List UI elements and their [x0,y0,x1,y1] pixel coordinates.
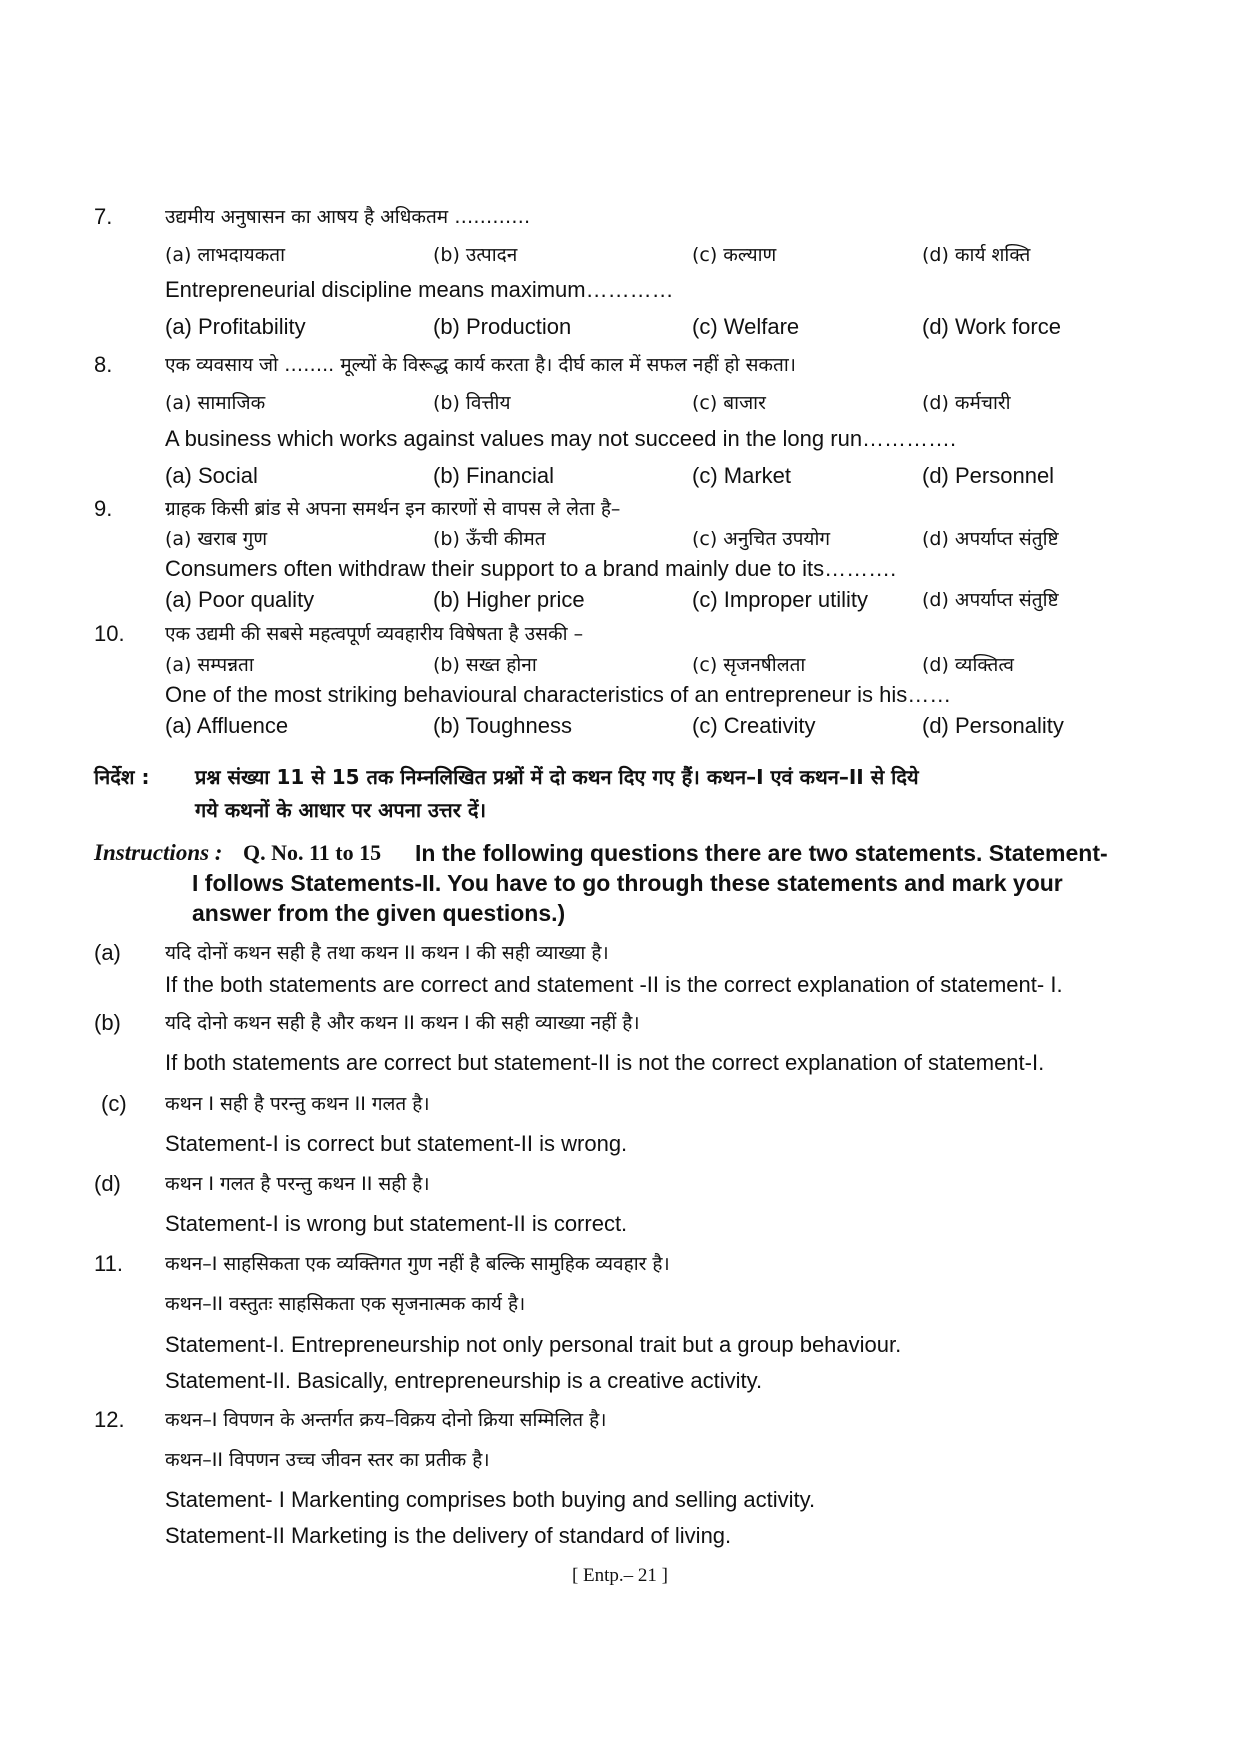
answer-hindi: कथन I सही है परन्तु कथन II गलत है। [165,1093,430,1115]
directions-hindi-line1: प्रश्न संख्या 11 से 15 तक निम्नलिखित प्रश्नों में दो कथन दिए गए हैं। कथन–I एवं कथन–II से दिये [195,765,919,789]
option-b: (b) Financial [433,463,555,488]
option-d: (d) कर्मचारी [922,392,1011,414]
answer-key-d-en [0,1209,1240,1243]
answer-english: Statement-I is correct but statement-II is wrong. [165,1131,628,1156]
question-hindi-stem: एक उद्यमी की सबसे महत्वपूर्ण व्यवहारीय विषेषता है उसकी – [165,623,584,645]
hindi-options-row [0,524,1240,558]
instructions-line2: I follows Statements-II. You have to go through these statements and mark your [192,870,1063,896]
english-options-row [0,585,1240,619]
option-d: (d) व्यक्तित्व [922,654,1014,676]
instructions-line1: In the following questions there are two statements. Statement- [415,840,1108,866]
option-b: (b) सख्त होना [433,654,537,676]
option-a: (a) लाभदायकता [165,244,286,266]
option-c: (c) Creativity [692,713,816,738]
answer-english: Statement-I is wrong but statement-II is correct. [165,1211,628,1236]
instructions-line3: answer from the given questions.) [192,900,566,926]
option-d: (d) कार्य शक्ति [922,244,1031,266]
directions-hindi [0,762,1240,796]
question-12-en1 [0,1485,1240,1519]
page-footer: [ Entp.– 21 ] [571,1565,669,1586]
instructions-label: Instructions : [94,840,223,865]
english-stem-row [0,554,1240,588]
question-12 [0,1405,1240,1439]
option-d: (d) Work force [922,314,1061,339]
question-12-en2 [0,1521,1240,1555]
statement-2-hindi: कथन–II विपणन उच्च जीवन स्तर का प्रतीक है। [165,1449,490,1471]
answer-label: (c) [101,1091,127,1116]
answer-english: If the both statements are correct and statement -II is the correct explanation of statement- I. [165,972,1063,997]
option-b: (b) Production [433,314,572,339]
statement-1-hindi: कथन–I विपणन के अन्तर्गत क्रय–विक्रय दोनो क्रिया सम्मिलित है। [165,1409,607,1431]
english-stem-row [0,275,1240,309]
option-d: (d) Personnel [922,463,1055,488]
option-a: (a) सामाजिक [165,392,266,414]
question-10 [0,619,1240,653]
option-b: (b) Toughness [433,713,573,738]
statement-2-english: Statement-II Marketing is the delivery of standard of living. [165,1523,732,1548]
question-12-s2 [0,1445,1240,1479]
statement-1-hindi: कथन–I साहसिकता एक व्यक्तिगत गुण नहीं है बल्कि सामुहिक व्यवहार है। [165,1253,670,1275]
hindi-options-row [0,650,1240,684]
english-options-row [0,312,1240,346]
option-a: (a) सम्पन्नता [165,654,254,676]
option-c: (c) Market [692,463,791,488]
answer-key-d [0,1169,1240,1203]
question-english-stem: A business which works against values may not succeed in the long run…………. [165,426,957,451]
question-number: 9. [94,496,113,521]
answer-hindi: यदि दोनो कथन सही है और कथन II कथन I की सही व्याख्या नहीं है। [165,1012,640,1034]
hindi-options-row [0,240,1240,274]
question-number: 10. [94,621,125,646]
answer-key-a [0,938,1240,972]
option-c: (c) कल्याण [692,244,777,266]
english-stem-row [0,680,1240,714]
option-d: (d) Personality [922,713,1064,738]
instructions-qno: Q. No. 11 to 15 [243,840,382,865]
question-number: 8. [94,352,113,377]
statement-1-english: Statement-I. Entrepreneurship not only personal trait but a group behaviour. [165,1332,902,1357]
statement-2-english: Statement-II. Basically, entrepreneurship is a creative activity. [165,1368,763,1393]
answer-hindi: यदि दोनों कथन सही है तथा कथन II कथन I की सही व्याख्या है। [165,942,609,964]
option-c: (c) बाजार [692,392,766,414]
question-9 [0,494,1240,528]
question-7 [0,202,1240,236]
answer-hindi: कथन I गलत है परन्तु कथन II सही है। [165,1173,430,1195]
option-b: (b) वित्तीय [433,392,511,414]
option-a: (a) खराब गुण [165,528,268,550]
option-a: (a) Poor quality [165,587,315,612]
statement-2-hindi: कथन–II वस्तुतः साहसिकता एक सृजनात्मक कार्य है। [165,1293,526,1315]
question-hindi-stem: एक व्यवसाय जो …….. मूल्यों के विरूद्ध कार्य करता है। दीर्घ काल में सफल नहीं हो सकता। [165,354,796,376]
answer-key-c-en [0,1129,1240,1163]
answer-key-b [0,1008,1240,1042]
answer-label: (d) [94,1171,121,1196]
instructions-english-cont2 [0,898,1240,932]
option-c: (c) अनुचित उपयोग [692,528,831,550]
instructions-english [0,838,1240,872]
option-a: (a) Profitability [165,314,306,339]
option-d: (d) अपर्याप्त संतुष्टि [922,528,1059,550]
option-b: (b) ऊँची कीमत [433,528,546,550]
directions-hindi-line2: गये कथनों के आधार पर अपना उत्तर दें। [195,798,487,822]
option-c: (c) Improper utility [692,587,869,612]
option-b: (b) Higher price [433,587,585,612]
hindi-options-row [0,388,1240,422]
english-options-row [0,711,1240,745]
answer-label: (b) [94,1010,121,1035]
question-english-stem: One of the most striking behavioural characteristics of an entrepreneur is his…… [165,682,952,707]
english-options-row [0,461,1240,495]
answer-english: If both statements are correct but statement-II is not the correct explanation of statement-I. [165,1050,1045,1075]
answer-key-b-en [0,1048,1240,1082]
option-b: (b) उत्पादन [433,244,518,266]
question-english-stem: Consumers often withdraw their support to a brand mainly due to its………. [165,556,897,581]
question-11-s2 [0,1289,1240,1323]
english-stem-row [0,424,1240,458]
option-a: (a) Affluence [165,713,289,738]
question-english-stem: Entrepreneurial discipline means maximum………… [165,277,674,302]
question-11-en1 [0,1330,1240,1364]
directions-hindi-cont [0,795,1240,829]
option-c: (c) सृजनषीलता [692,654,806,676]
answer-key-a-en [0,970,1240,1004]
directions-label: निर्देश : [94,765,150,789]
instructions-english-cont1 [0,868,1240,902]
option-a: (a) Social [165,463,258,488]
option-d: (d) अपर्याप्त संतुष्टि [922,589,1059,611]
answer-label: (a) [94,940,121,965]
question-number: 12. [94,1407,125,1432]
question-11 [0,1249,1240,1283]
question-hindi-stem: उद्यमीय अनुषासन का आषय है अधिकतम ………… [165,206,531,228]
question-number: 11. [94,1251,123,1276]
option-c: (c) Welfare [692,314,800,339]
question-11-en2 [0,1366,1240,1400]
question-number: 7. [94,204,113,229]
answer-key-c [0,1089,1240,1123]
question-8 [0,350,1240,384]
question-hindi-stem: ग्राहक किसी ब्रांड से अपना समर्थन इन कारणों से वापस ले लेता है– [165,498,621,520]
statement-1-english: Statement- I Markenting comprises both buying and selling activity. [165,1487,816,1512]
